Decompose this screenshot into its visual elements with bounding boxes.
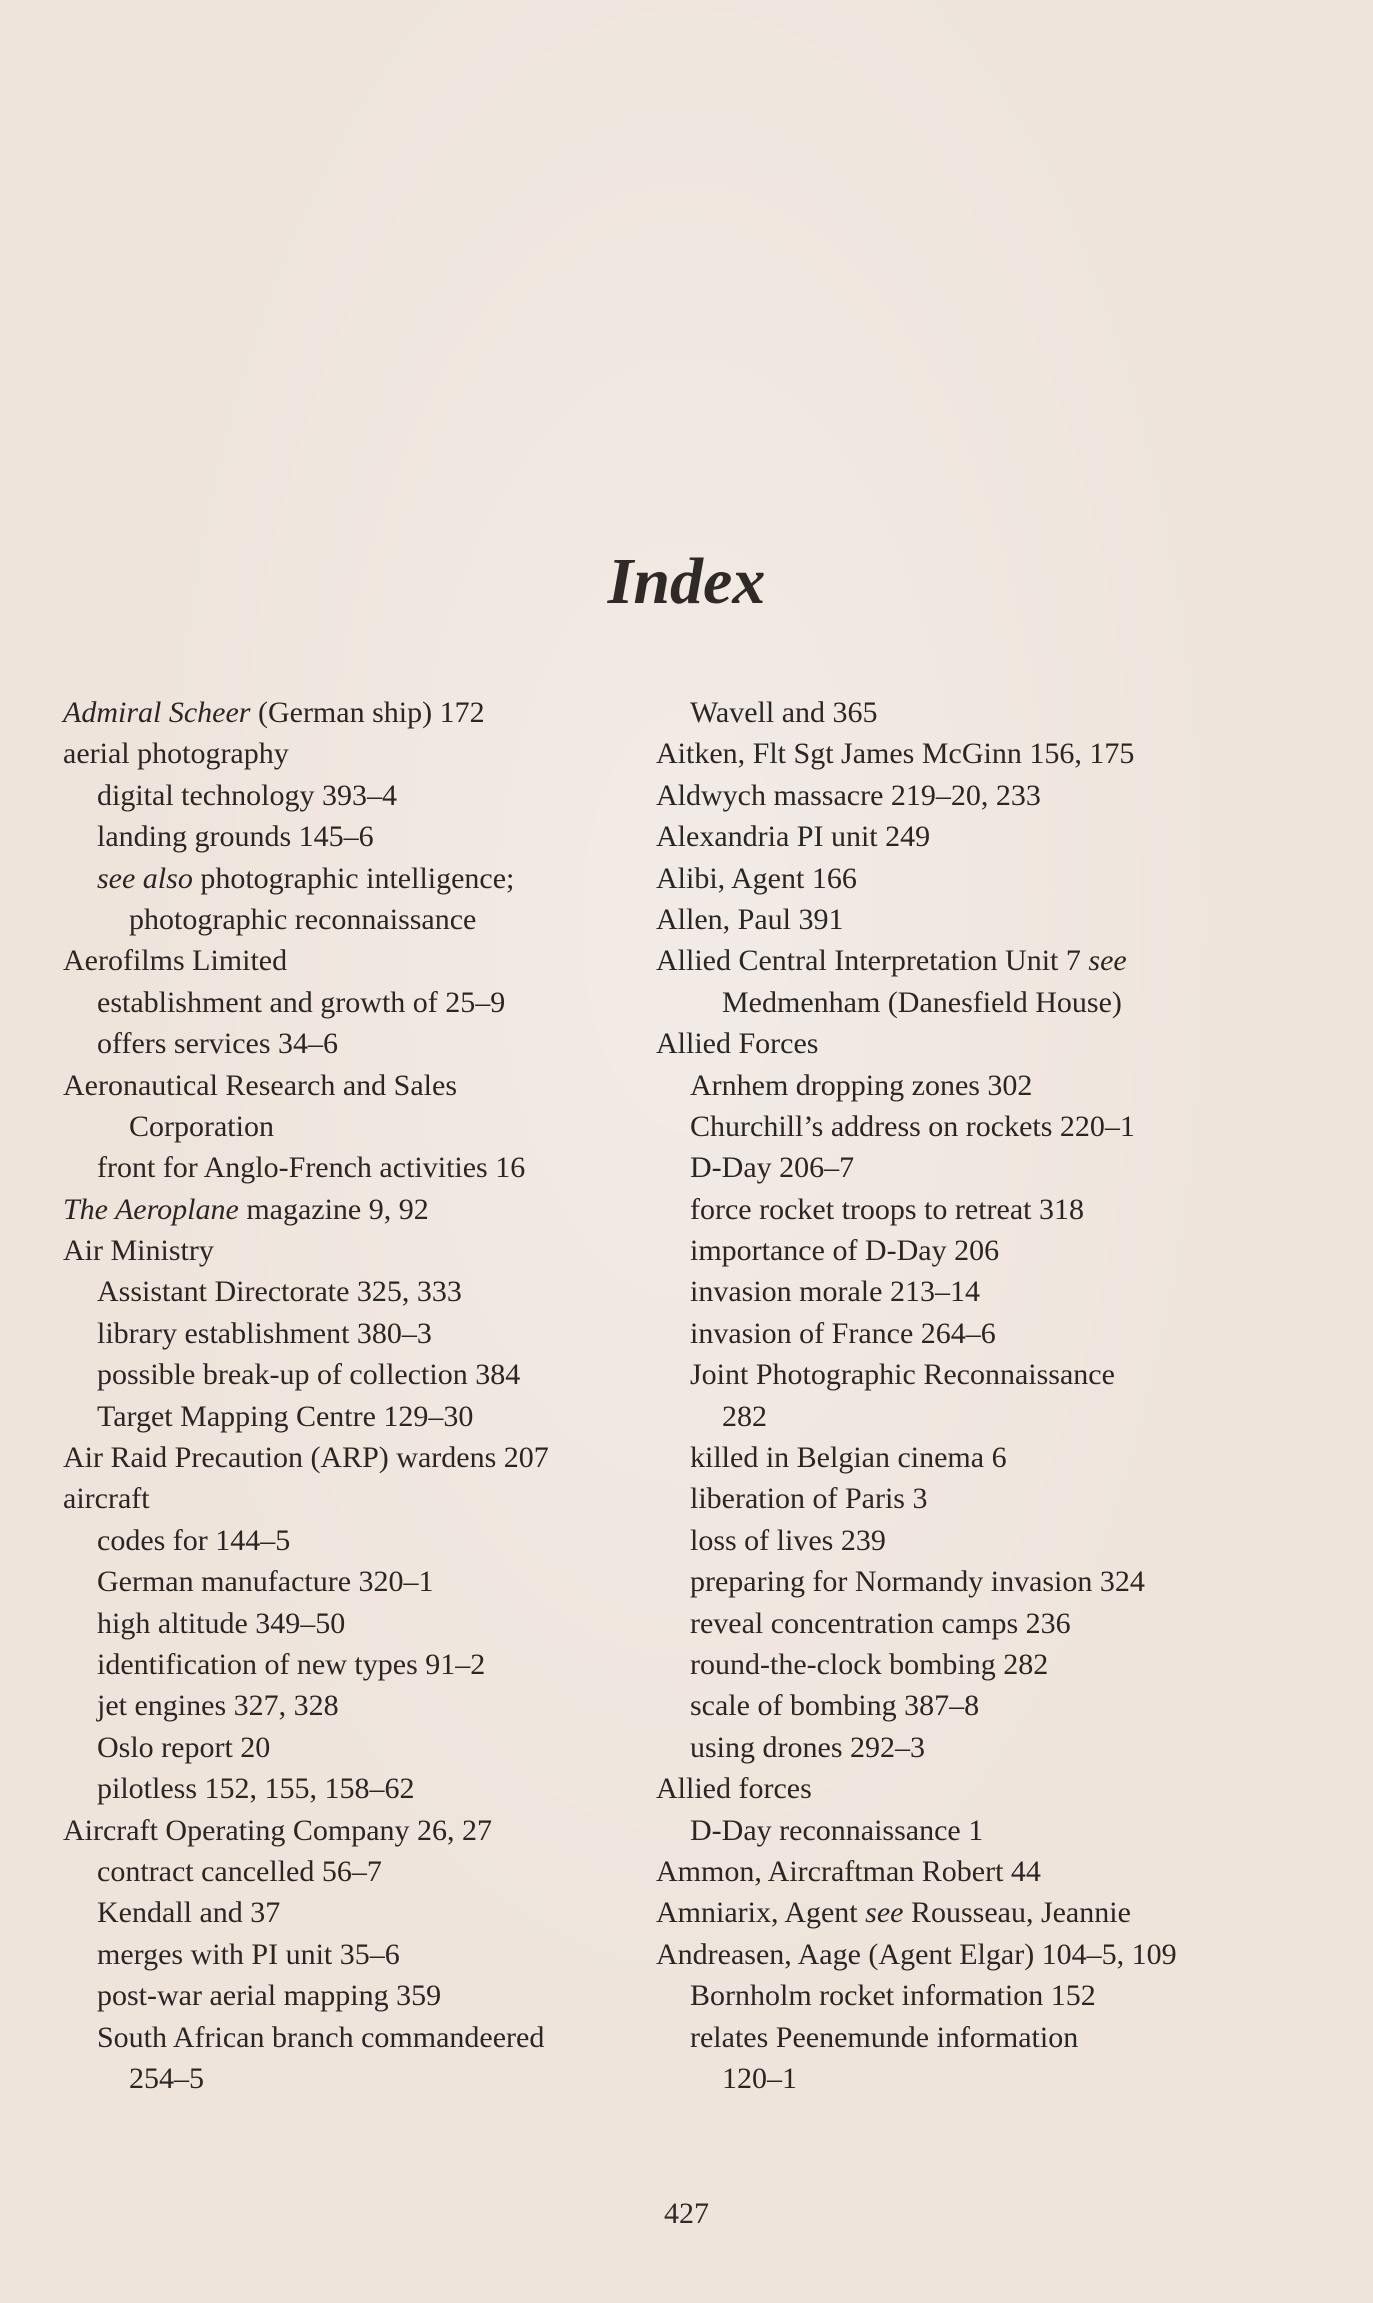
index-text: landing grounds 145–6 (97, 820, 374, 854)
index-subentry (63, 1396, 663, 1437)
index-text: Medmenham (Danesfield House) (722, 985, 1122, 1019)
index-subentry (656, 1727, 1256, 1768)
index-entry (656, 775, 1256, 816)
index-column-left (63, 692, 663, 2099)
index-text: Andreasen, Aage (Agent Elgar) 104–5, 109 (656, 1937, 1177, 1971)
index-subentry (656, 1106, 1256, 1147)
index-subentry (63, 1520, 663, 1561)
index-text: importance of D-Day 206 (690, 1234, 1000, 1268)
index-subentry (63, 2017, 663, 2058)
index-subentry (63, 1023, 663, 1064)
index-text: D-Day 206–7 (690, 1151, 855, 1185)
index-text: invasion morale 213–14 (690, 1275, 980, 1309)
index-text: Rousseau, Jeannie (903, 1896, 1131, 1930)
index-text: Air Ministry (63, 1234, 214, 1268)
index-subentry (63, 1354, 663, 1395)
index-text: D-Day reconnaissance 1 (690, 1813, 984, 1847)
index-subentry (63, 858, 663, 899)
index-text: high altitude 349–50 (97, 1606, 346, 1640)
index-continuation (63, 2058, 663, 2099)
index-text: Kendall and 37 (97, 1896, 281, 1930)
index-text: Amniarix, Agent (656, 1896, 866, 1930)
index-subentry (63, 1603, 663, 1644)
index-text: library establishment 380–3 (97, 1316, 432, 1350)
index-text: invasion of France 264–6 (690, 1316, 996, 1350)
index-entry (656, 899, 1256, 940)
index-text: (German ship) 172 (250, 696, 485, 729)
index-entry (63, 940, 663, 981)
index-text: post-war aerial mapping 359 (97, 1979, 442, 2013)
index-subentry (63, 1727, 663, 1768)
index-continuation (63, 1106, 663, 1147)
index-subentry (63, 1975, 663, 2016)
index-continuation (656, 1396, 1256, 1437)
index-entry (63, 1230, 663, 1271)
index-subentry (63, 1685, 663, 1726)
index-text: contract cancelled 56–7 (97, 1854, 382, 1888)
index-subentry (656, 1520, 1256, 1561)
index-entry (63, 1065, 663, 1106)
index-entry (63, 1810, 663, 1851)
index-text-italic: Admiral Scheer (63, 696, 251, 729)
index-text-italic: see (865, 1896, 904, 1930)
index-subentry (63, 1644, 663, 1685)
index-entry (656, 1768, 1256, 1809)
index-text: front for Anglo-French activities 16 (97, 1151, 526, 1185)
index-column-right (656, 692, 1256, 2099)
index-subentry (63, 1934, 663, 1975)
index-subentry (63, 816, 663, 857)
index-text-italic: see (1088, 944, 1127, 978)
index-text: Alibi, Agent 166 (656, 861, 857, 895)
index-text: Aldwych massacre 219–20, 233 (656, 778, 1041, 812)
index-text: Air Raid Precaution (ARP) wardens 207 (63, 1441, 549, 1475)
index-text: photographic reconnaissance (129, 902, 477, 936)
index-text: Churchill’s address on rockets 220–1 (690, 1109, 1135, 1143)
index-subentry (656, 1065, 1256, 1106)
page-number: 427 (664, 2197, 709, 2230)
index-subentry (656, 1313, 1256, 1354)
index-text: Ammon, Aircraftman Robert 44 (656, 1854, 1041, 1888)
index-subentry (63, 1271, 663, 1312)
index-text: magazine 9, 92 (238, 1192, 429, 1226)
index-text: Arnhem dropping zones 302 (690, 1068, 1033, 1102)
index-entry (656, 940, 1256, 981)
index-continuation (656, 2058, 1256, 2099)
index-text: Allied forces (656, 1772, 812, 1806)
index-text: 282 (722, 1399, 767, 1433)
index-subentry (63, 1561, 663, 1602)
index-entry (63, 1478, 663, 1519)
index-text: Allied Forces (656, 1027, 819, 1061)
index-entry (63, 733, 663, 774)
index-text: German manufacture 320–1 (97, 1565, 434, 1599)
index-subentry (656, 1189, 1256, 1230)
index-text: aerial photography (63, 737, 289, 771)
index-text: Wavell and 365 (690, 696, 878, 729)
index-text: force rocket troops to retreat 318 (690, 1192, 1084, 1226)
index-entry (656, 1023, 1256, 1064)
index-text: relates Peenemunde information (690, 2020, 1079, 2054)
index-subentry (63, 775, 663, 816)
index-text: Allen, Paul 391 (656, 902, 844, 936)
index-text: codes for 144–5 (97, 1523, 291, 1557)
index-text: Target Mapping Centre 129–30 (97, 1399, 474, 1433)
index-subentry (656, 1685, 1256, 1726)
index-text: round-the-clock bombing 282 (690, 1647, 1049, 1681)
index-text: Joint Photographic Reconnaissance (690, 1358, 1115, 1392)
index-text-italic: The Aeroplane (63, 1192, 239, 1226)
index-text: liberation of Paris 3 (690, 1482, 928, 1516)
index-text: preparing for Normandy invasion 324 (690, 1565, 1145, 1599)
index-text: reveal concentration camps 236 (690, 1606, 1071, 1640)
index-subentry (63, 1892, 663, 1933)
index-subentry (656, 1478, 1256, 1519)
index-text: Bornholm rocket information 152 (690, 1979, 1096, 2013)
index-entry (63, 1189, 663, 1230)
index-subentry (656, 1437, 1256, 1478)
index-text: Allied Central Interpretation Unit 7 (656, 944, 1089, 978)
index-text: aircraft (63, 1482, 150, 1516)
index-entry (63, 692, 663, 733)
index-text: Corporation (129, 1109, 274, 1143)
index-entry (656, 816, 1256, 857)
page-title: Index (607, 545, 766, 619)
index-entry (656, 1851, 1256, 1892)
index-text: Aitken, Flt Sgt James McGinn 156, 175 (656, 737, 1135, 771)
index-subentry (656, 2017, 1256, 2058)
index-subentry (63, 1851, 663, 1892)
index-subentry (656, 1230, 1256, 1271)
index-text: identification of new types 91–2 (97, 1647, 486, 1681)
index-subentry (63, 1313, 663, 1354)
index-subentry (656, 1147, 1256, 1188)
index-text: Aeronautical Research and Sales (63, 1068, 457, 1102)
index-text: photographic intelligence; (192, 861, 515, 895)
index-continuation (63, 899, 663, 940)
index-text: offers services 34–6 (97, 1027, 339, 1061)
index-text: using drones 292–3 (690, 1730, 925, 1764)
index-entry (656, 1892, 1256, 1933)
index-subentry (656, 1561, 1256, 1602)
index-entry (656, 858, 1256, 899)
index-text: Aircraft Operating Company 26, 27 (63, 1813, 493, 1847)
index-text: Assistant Directorate 325, 333 (97, 1275, 462, 1309)
index-text: Alexandria PI unit 249 (656, 820, 931, 854)
index-text: 120–1 (722, 2061, 797, 2095)
index-text: Oslo report 20 (97, 1730, 271, 1764)
index-subentry (63, 1147, 663, 1188)
index-entry (63, 1437, 663, 1478)
index-text: jet engines 327, 328 (97, 1689, 339, 1723)
index-subentry (656, 1644, 1256, 1685)
index-entry (656, 733, 1256, 774)
index-subentry (656, 1975, 1256, 2016)
index-subentry (656, 1603, 1256, 1644)
index-text: possible break-up of collection 384 (97, 1358, 521, 1392)
index-subentry (656, 1810, 1256, 1851)
index-subentry (656, 692, 1256, 733)
index-text: 254–5 (129, 2061, 204, 2095)
index-entry (656, 1934, 1256, 1975)
index-text: establishment and growth of 25–9 (97, 985, 506, 1019)
index-subentry (656, 1354, 1256, 1395)
index-text: South African branch commandeered (97, 2020, 545, 2054)
index-text: merges with PI unit 35–6 (97, 1937, 400, 1971)
index-subentry (63, 982, 663, 1023)
index-text: killed in Belgian cinema 6 (690, 1441, 1007, 1475)
index-text: pilotless 152, 155, 158–62 (97, 1772, 415, 1806)
index-text: loss of lives 239 (690, 1523, 886, 1557)
index-subentry (63, 1768, 663, 1809)
index-continuation (656, 982, 1256, 1023)
index-text: Aerofilms Limited (63, 944, 288, 978)
index-text-italic: see also (97, 861, 193, 895)
index-text: digital technology 393–4 (97, 778, 397, 812)
index-text: scale of bombing 387–8 (690, 1689, 980, 1723)
index-subentry (656, 1271, 1256, 1312)
